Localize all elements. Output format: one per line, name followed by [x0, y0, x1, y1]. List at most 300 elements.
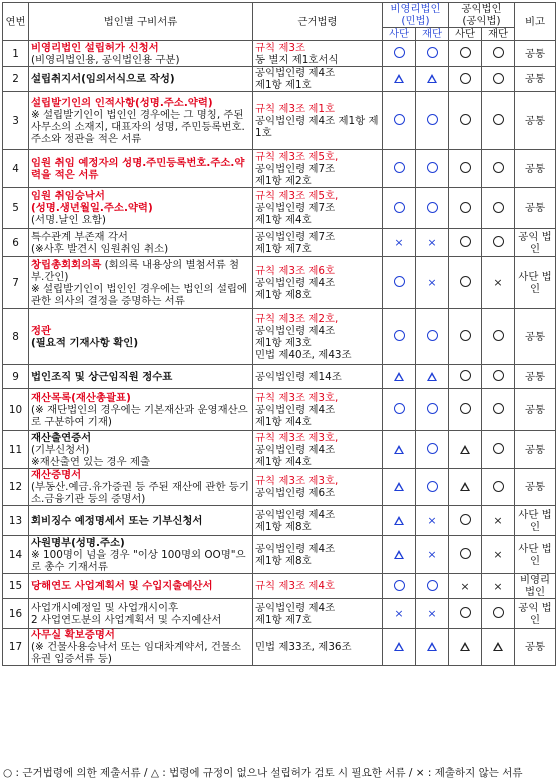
document-text: ※재산출연 있는 경우 제출 — [31, 455, 150, 468]
requirement-cell — [383, 188, 416, 229]
header-doc: 법인별 구비서류 — [29, 3, 253, 41]
review-triangle-icon — [427, 74, 437, 83]
legal-basis-line: 제1항 제8호 — [255, 520, 312, 533]
legal-basis-line: 공익법인령 제14조 — [255, 370, 342, 383]
legal-basis-line: 규칙 제3조 제3호, — [255, 475, 339, 487]
legal-basis-line: 민법 제40조, 제43조 — [255, 348, 352, 361]
row-number: 9 — [3, 365, 29, 389]
requirement-cell — [416, 506, 449, 536]
table-row — [3, 599, 556, 629]
not-required-x-icon: × — [427, 548, 437, 561]
requirement-cell — [449, 431, 482, 469]
note: 공통 — [515, 389, 556, 431]
legal-basis-line: 공익법인령 제4조 — [255, 443, 336, 456]
required-circle-icon — [460, 236, 471, 247]
requirement-cell — [482, 41, 515, 67]
required-circle-icon — [427, 114, 438, 125]
row-number: 16 — [3, 599, 29, 629]
document-name — [29, 92, 253, 150]
requirement-cell — [383, 365, 416, 389]
row-number: 8 — [3, 309, 29, 365]
not-required-x-icon: × — [427, 276, 437, 289]
document-text: 임원 취임 예정자의 성명.주민등록번호.주소.약력을 적은 서류 — [31, 156, 245, 181]
requirement-cell — [383, 431, 416, 469]
document-name — [29, 365, 253, 389]
document-text: (기부신청서) — [31, 443, 90, 456]
note: 공통 — [515, 188, 556, 229]
required-circle-icon — [460, 73, 471, 84]
legal-basis — [253, 469, 383, 506]
requirement-cell — [416, 41, 449, 67]
requirement-cell — [482, 599, 515, 629]
legal-basis-line: 공익법인령 제4조 — [255, 403, 336, 416]
table-row — [3, 365, 556, 389]
legal-basis-line: 제1항 제4호 — [255, 415, 312, 428]
table-row — [3, 229, 556, 257]
legend-text: ○ : 근거법령에 의한 제출서류 / △ : 법령에 규정이 없으나 설립허가 검토 시 필요한 서류 / × : 제출하지 않는 서류 — [3, 767, 523, 779]
table-body — [3, 41, 556, 666]
legal-basis-line: 규칙 제3조 제1호 — [255, 102, 336, 115]
required-circle-icon — [427, 47, 438, 58]
header-public-sub: (공익법) — [462, 15, 501, 27]
required-circle-icon — [394, 330, 405, 341]
note: 공통 — [515, 41, 556, 67]
document-text: 정관 — [31, 324, 52, 337]
table-row — [3, 431, 556, 469]
document-text: 재산출연증서 — [31, 431, 92, 444]
row-number: 2 — [3, 67, 29, 92]
required-circle-icon — [493, 236, 504, 247]
requirement-cell — [416, 574, 449, 599]
legal-basis-line: 규칙 제3조 제5호, — [255, 150, 339, 163]
row-number: 13 — [3, 506, 29, 536]
requirement-cell — [449, 229, 482, 257]
review-triangle-icon — [394, 550, 404, 559]
review-triangle-icon — [394, 516, 404, 525]
requirement-cell — [383, 629, 416, 666]
note: 공통 — [515, 92, 556, 150]
review-triangle-icon — [394, 445, 404, 454]
requirement-cell — [383, 229, 416, 257]
legal-basis-line: 공익법인령 제7조 — [255, 162, 336, 175]
requirement-cell — [383, 506, 416, 536]
requirement-cell — [416, 229, 449, 257]
review-triangle-icon — [460, 445, 470, 454]
requirement-cell — [449, 574, 482, 599]
required-circle-icon — [493, 370, 504, 381]
legal-basis — [253, 599, 383, 629]
document-name — [29, 599, 253, 629]
required-circle-icon — [493, 330, 504, 341]
review-triangle-icon — [394, 642, 404, 651]
legal-basis — [253, 629, 383, 666]
row-number: 7 — [3, 257, 29, 309]
requirement-cell — [383, 67, 416, 92]
legal-basis-line: 공익법인령 제4조 — [255, 508, 336, 521]
table-row — [3, 629, 556, 666]
header-nonprofit — [383, 3, 449, 28]
required-documents-table — [2, 2, 556, 666]
not-required-x-icon: × — [394, 607, 404, 620]
note: 비영리 법인 — [515, 574, 556, 599]
table-row — [3, 150, 556, 188]
row-number: 3 — [3, 92, 29, 150]
header-no: 연번 — [3, 3, 29, 41]
header-note: 비고 — [515, 3, 556, 41]
note: 공통 — [515, 469, 556, 506]
required-circle-icon — [460, 607, 471, 618]
header-incorporated-public: 사단 — [449, 28, 482, 41]
legal-basis-line: 공익법인령 제7조 — [255, 202, 336, 214]
row-number: 4 — [3, 150, 29, 188]
requirement-cell — [449, 599, 482, 629]
row-number: 17 — [3, 629, 29, 666]
required-circle-icon — [394, 47, 405, 58]
requirement-cell — [449, 67, 482, 92]
requirement-cell — [416, 389, 449, 431]
requirement-cell — [383, 574, 416, 599]
required-circle-icon — [427, 481, 438, 492]
document-text: 특수관계 부존재 각서 — [31, 230, 128, 243]
table-row — [3, 469, 556, 506]
document-text: (※ 건물사용승낙서 또는 임대차계약서, 건물소유권 입증서류 등) — [31, 641, 241, 665]
document-text: 창립총회회의록 — [31, 258, 102, 271]
legal-basis-line: 규칙 제3조 제4호 — [255, 580, 336, 592]
legal-basis — [253, 309, 383, 365]
requirement-cell — [416, 92, 449, 150]
legal-basis-line: 규칙 제3조 제2호, — [255, 312, 339, 325]
required-circle-icon — [493, 73, 504, 84]
document-text: (서명.날인 요함) — [31, 214, 106, 226]
legal-basis-line: 공익법인령 제4조 — [255, 324, 336, 337]
legal-basis — [253, 41, 383, 67]
note: 공익 법인 — [515, 599, 556, 629]
requirement-cell — [416, 629, 449, 666]
requirement-cell — [449, 506, 482, 536]
document-text: (회의록 내용상의 별첨서류 첨부.간인) — [31, 258, 239, 283]
row-number: 1 — [3, 41, 29, 67]
review-triangle-icon — [493, 642, 503, 651]
legal-basis — [253, 389, 383, 431]
document-name — [29, 150, 253, 188]
required-circle-icon — [460, 370, 471, 381]
required-circle-icon — [460, 47, 471, 58]
requirement-cell — [383, 536, 416, 574]
requirement-cell — [482, 629, 515, 666]
not-required-x-icon: × — [427, 514, 437, 527]
document-text: 설립취지서(임의서식으로 작성) — [31, 73, 175, 85]
requirement-cell — [449, 257, 482, 309]
legal-basis-line: 제1항 제4호 — [255, 455, 312, 468]
document-text: 2 사업연도분의 사업계획서 및 수지예산서 — [31, 613, 222, 626]
document-text: 사무실 확보증명서 — [31, 629, 115, 641]
note: 공통 — [515, 150, 556, 188]
document-text: 재산증명서 — [31, 469, 82, 481]
table-row — [3, 389, 556, 431]
row-number: 14 — [3, 536, 29, 574]
review-triangle-icon — [460, 482, 470, 491]
note: 공통 — [515, 309, 556, 365]
document-text: ※ 설립발기인이 법인인 경우에는 법인의 설립에 관한 의사의 결정을 증명하는 서류 — [31, 282, 247, 307]
legal-basis-line: 제1항 제7호 — [255, 613, 312, 626]
not-required-x-icon: × — [394, 236, 404, 249]
legal-basis-line: 공익법인령 제6조 — [255, 487, 336, 499]
required-circle-icon — [460, 276, 471, 287]
table-row — [3, 574, 556, 599]
requirement-cell — [449, 309, 482, 365]
required-circle-icon — [394, 276, 405, 287]
legal-basis-line: 동 별지 제1호서식 — [255, 53, 339, 66]
document-name — [29, 536, 253, 574]
required-circle-icon — [460, 403, 471, 414]
legal-basis — [253, 67, 383, 92]
legal-basis — [253, 188, 383, 229]
legal-basis-line: 제1항 제8호 — [255, 554, 312, 567]
requirement-cell — [383, 257, 416, 309]
note: 공통 — [515, 365, 556, 389]
document-text: 재산목록(재산총괄표) — [31, 391, 131, 404]
required-circle-icon — [427, 202, 438, 213]
table-row — [3, 41, 556, 67]
requirement-cell — [416, 188, 449, 229]
document-text: 사원명부(성명.주소) — [31, 536, 125, 549]
legal-basis-line: 공익법인령 제4조 — [255, 276, 336, 289]
requirement-cell — [383, 389, 416, 431]
requirement-cell — [482, 92, 515, 150]
note: 공통 — [515, 67, 556, 92]
document-name — [29, 506, 253, 536]
requirement-cell — [449, 365, 482, 389]
document-text: (부동산.예금.유가증권 등 주된 재산에 관한 등기소.금융기관 등의 증명서) — [31, 481, 249, 505]
requirement-cell — [482, 309, 515, 365]
requirement-cell — [383, 599, 416, 629]
required-circle-icon — [460, 330, 471, 341]
not-required-x-icon: × — [493, 548, 503, 561]
document-name — [29, 469, 253, 506]
header-public — [449, 3, 515, 28]
required-circle-icon — [427, 403, 438, 414]
requirement-cell — [482, 67, 515, 92]
legal-basis — [253, 536, 383, 574]
document-name — [29, 574, 253, 599]
document-text: (※ 재단법인의 경우에는 기본재산과 운영재산으로 구분하여 기재) — [31, 403, 248, 428]
not-required-x-icon: × — [460, 579, 470, 593]
row-number: 5 — [3, 188, 29, 229]
required-circle-icon — [394, 202, 405, 213]
legal-basis-line: 제1항 제8호 — [255, 288, 312, 301]
required-circle-icon — [427, 162, 438, 173]
header-incorporated: 사단 — [383, 28, 416, 41]
document-text: ※ 설립발기인이 법인인 경우에는 그 명칭, 주된 사무소의 소재지, 대표자의 성명, 주민등록번호.주소와 정관을 적은 서류 — [31, 108, 245, 145]
requirement-cell — [416, 599, 449, 629]
review-triangle-icon — [427, 642, 437, 651]
legal-basis-line: 공익법인령 제4조 — [255, 542, 336, 555]
required-circle-icon — [427, 443, 438, 454]
requirement-cell — [449, 629, 482, 666]
requirement-cell — [482, 536, 515, 574]
required-circle-icon — [493, 403, 504, 414]
requirement-cell — [416, 536, 449, 574]
legal-basis-line: 규칙 제3조 제3호, — [255, 391, 339, 404]
header-nonprofit-title: 비영리법인 — [390, 3, 441, 15]
document-text: (비영리법인용, 공익법인용 구분) — [31, 53, 180, 66]
requirement-cell — [449, 188, 482, 229]
legal-basis-line: 제1항 제2호 — [255, 174, 312, 187]
requirement-cell — [383, 309, 416, 365]
requirement-cell — [416, 150, 449, 188]
requirement-cell — [449, 389, 482, 431]
note: 사단 법인 — [515, 536, 556, 574]
required-circle-icon — [427, 580, 438, 591]
table-row — [3, 67, 556, 92]
legal-basis-line: 제1항 제4호 — [255, 214, 312, 226]
document-text: 당해연도 사업계획서 및 수입지출예산서 — [31, 580, 213, 592]
requirement-cell — [449, 150, 482, 188]
requirement-cell — [482, 150, 515, 188]
requirement-cell — [449, 536, 482, 574]
legal-basis-line: 제1항 제3호 — [255, 336, 312, 349]
table-row — [3, 257, 556, 309]
required-circle-icon — [460, 514, 471, 525]
not-required-x-icon: × — [493, 276, 503, 289]
legal-basis-line: 공익법인령 제7조 — [255, 230, 336, 243]
requirement-cell — [449, 41, 482, 67]
header-law: 근거법령 — [253, 3, 383, 41]
legal-basis-line: 규칙 제3조 — [255, 41, 306, 54]
legal-basis-line: 공익법인령 제4조 — [255, 67, 336, 79]
note: 공통 — [515, 629, 556, 666]
document-text: (성명.생년월일.주소.약력) — [31, 202, 153, 214]
document-name — [29, 309, 253, 365]
row-number: 6 — [3, 229, 29, 257]
legal-basis — [253, 431, 383, 469]
document-name — [29, 188, 253, 229]
required-circle-icon — [460, 114, 471, 125]
legal-basis-line: 규칙 제3조 제6호 — [255, 264, 336, 277]
requirement-cell — [482, 188, 515, 229]
legal-basis — [253, 506, 383, 536]
requirement-cell — [482, 229, 515, 257]
required-circle-icon — [493, 114, 504, 125]
requirement-cell — [416, 67, 449, 92]
legal-basis-line: 규칙 제3조 제5호, — [255, 190, 339, 202]
requirement-cell — [416, 309, 449, 365]
document-text: 회비징수 예정명세서 또는 기부신청서 — [31, 514, 203, 527]
document-name — [29, 229, 253, 257]
table-row — [3, 536, 556, 574]
review-triangle-icon — [460, 642, 470, 651]
not-required-x-icon: × — [493, 514, 503, 527]
requirement-cell — [482, 389, 515, 431]
document-text: (필요적 기재사항 확인) — [31, 336, 139, 349]
required-circle-icon — [493, 202, 504, 213]
note: 사단 법인 — [515, 506, 556, 536]
legal-basis — [253, 92, 383, 150]
table-row — [3, 506, 556, 536]
requirement-cell — [482, 506, 515, 536]
document-text: 설립발기인의 인적사항(성명.주소.약력) — [31, 96, 213, 109]
requirement-cell — [482, 431, 515, 469]
required-circle-icon — [460, 202, 471, 213]
legal-basis-line: 제1항 제7호 — [255, 242, 312, 255]
document-name — [29, 41, 253, 67]
legal-basis-line: 규칙 제3조 제3호, — [255, 431, 339, 444]
requirement-cell — [416, 365, 449, 389]
legal-basis — [253, 229, 383, 257]
requirement-cell — [416, 257, 449, 309]
requirement-cell — [416, 469, 449, 506]
table-row — [3, 188, 556, 229]
required-circle-icon — [394, 114, 405, 125]
requirement-cell — [482, 365, 515, 389]
document-name — [29, 629, 253, 666]
document-text: 사업개시예정일 및 사업개시이후 — [31, 601, 179, 614]
not-required-x-icon: × — [493, 579, 503, 593]
not-required-x-icon: × — [427, 236, 437, 249]
requirement-cell — [416, 431, 449, 469]
legal-basis-line: 민법 제33조, 제36조 — [255, 641, 352, 653]
required-circle-icon — [394, 162, 405, 173]
header-foundation: 재단 — [416, 28, 449, 41]
note: 사단 법인 — [515, 257, 556, 309]
table-row — [3, 92, 556, 150]
requirement-cell — [383, 92, 416, 150]
document-name — [29, 67, 253, 92]
review-triangle-icon — [394, 482, 404, 491]
legal-basis-line: 공익법인령 제4조 — [255, 601, 336, 614]
requirement-cell — [449, 92, 482, 150]
requirement-cell — [383, 469, 416, 506]
document-name — [29, 389, 253, 431]
legal-basis-line: 공익법인령 제4조 제1항 제1호 — [255, 114, 379, 139]
document-text: 법인조직 및 상근임직원 정수표 — [31, 370, 173, 383]
review-triangle-icon — [394, 74, 404, 83]
legal-basis — [253, 150, 383, 188]
header-nonprofit-sub: (민법) — [401, 15, 430, 27]
row-number: 10 — [3, 389, 29, 431]
row-number: 12 — [3, 469, 29, 506]
requirement-cell — [449, 469, 482, 506]
requirement-cell — [482, 469, 515, 506]
note: 공통 — [515, 431, 556, 469]
required-circle-icon — [427, 330, 438, 341]
required-circle-icon — [394, 403, 405, 414]
legal-basis-line: 제1항 제1호 — [255, 79, 312, 91]
header-foundation-public: 재단 — [482, 28, 515, 41]
document-text: (※사후 발견시 임원취임 취소) — [31, 242, 169, 255]
document-text: ※ 100명이 넘을 경우 "이상 100명외 OO명"으로 총수 기재서류 — [31, 548, 246, 573]
requirement-cell — [383, 150, 416, 188]
review-triangle-icon — [394, 372, 404, 381]
legal-basis — [253, 365, 383, 389]
table-row — [3, 309, 556, 365]
document-name — [29, 431, 253, 469]
row-number: 15 — [3, 574, 29, 599]
required-circle-icon — [394, 580, 405, 591]
not-required-x-icon: × — [427, 607, 437, 620]
document-name — [29, 257, 253, 309]
review-triangle-icon — [427, 372, 437, 381]
legal-basis — [253, 257, 383, 309]
required-circle-icon — [493, 443, 504, 454]
required-circle-icon — [493, 607, 504, 618]
requirement-cell — [383, 41, 416, 67]
requirement-cell — [482, 574, 515, 599]
legal-basis — [253, 574, 383, 599]
required-circle-icon — [493, 162, 504, 173]
row-number: 11 — [3, 431, 29, 469]
note: 공익 법인 — [515, 229, 556, 257]
